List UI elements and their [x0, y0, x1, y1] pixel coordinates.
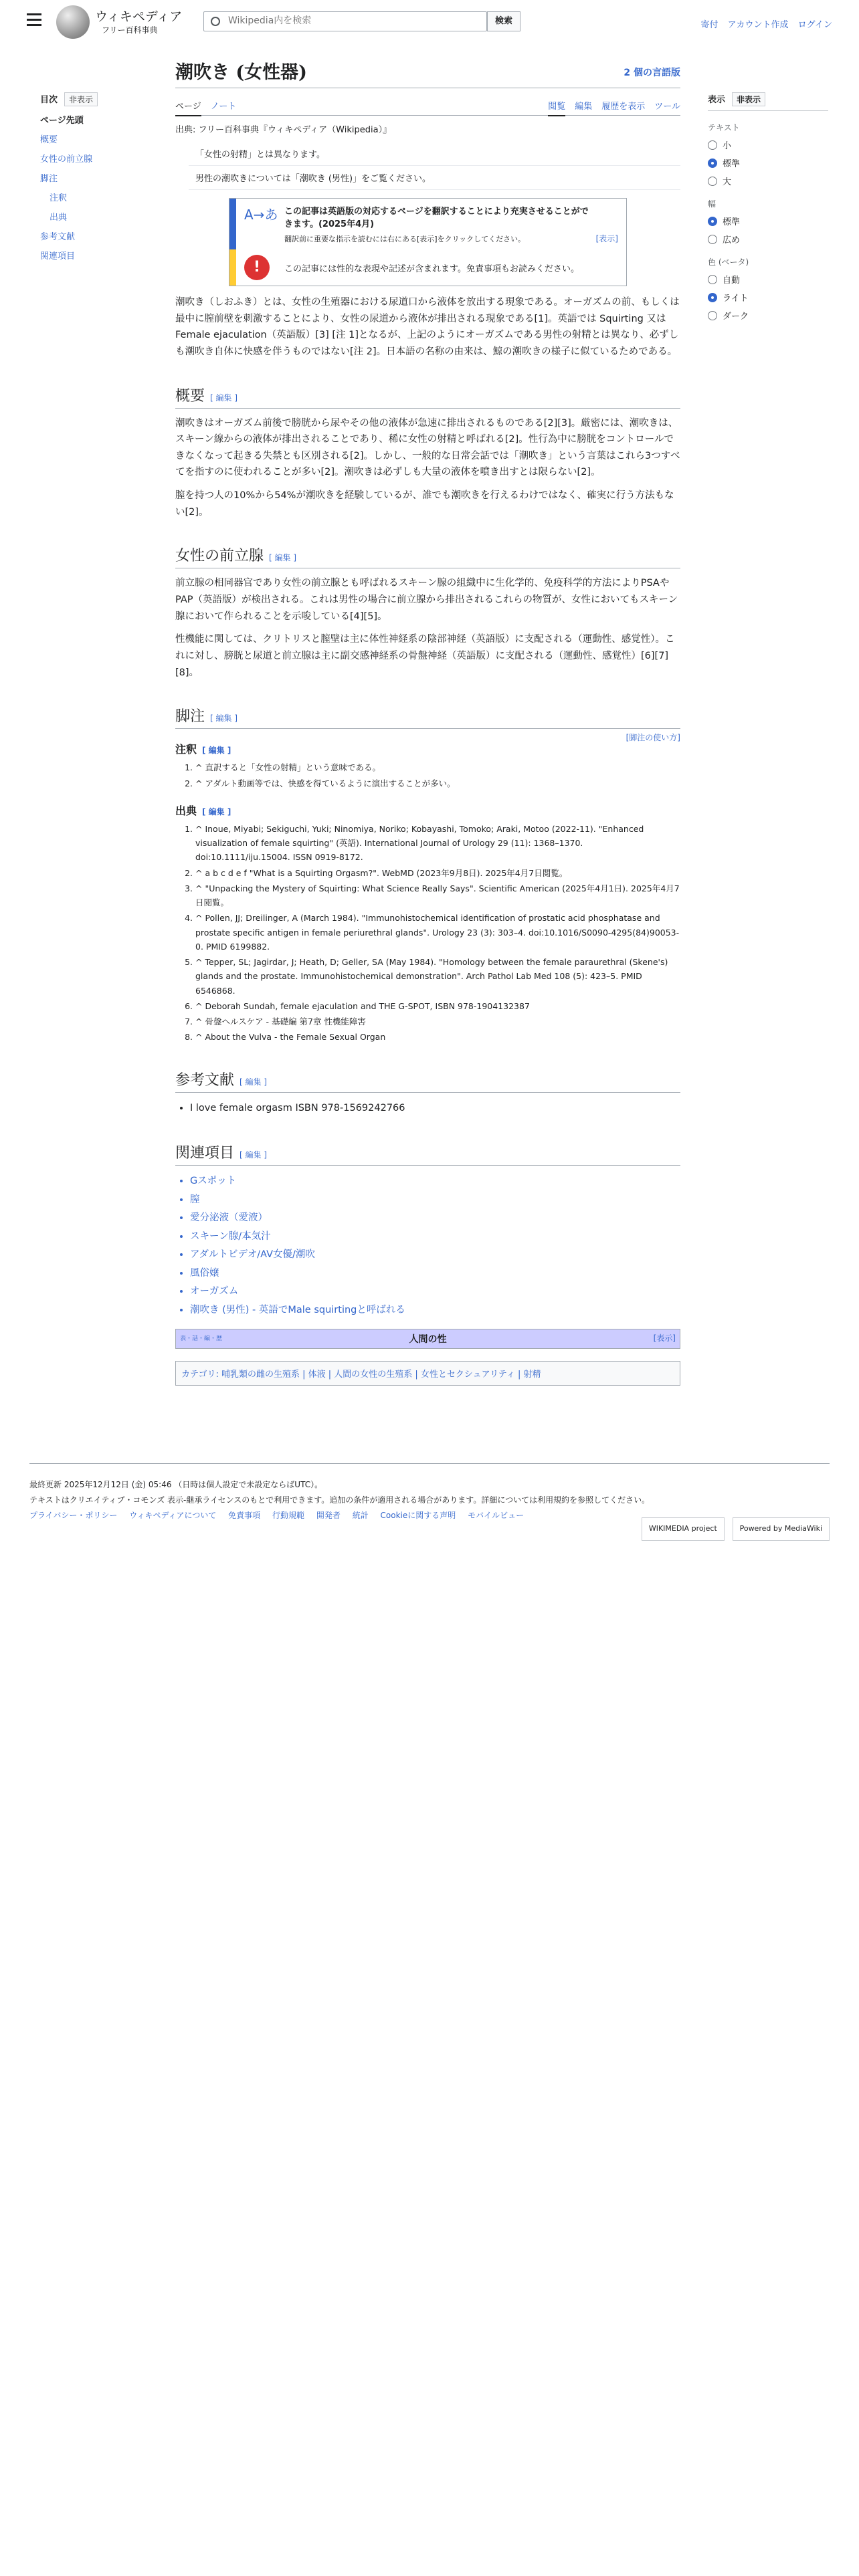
- radio-light[interactable]: ライト: [708, 291, 828, 304]
- tab-history[interactable]: 履歴を表示: [601, 102, 646, 112]
- language-button[interactable]: 2 個の言語版: [624, 68, 680, 78]
- footer-link[interactable]: Cookieに関する声明: [380, 1510, 456, 1520]
- edit-link[interactable]: [ 編集 ]: [202, 807, 231, 817]
- login-link[interactable]: ログイン: [797, 20, 832, 30]
- navbox-show[interactable]: [表示]: [653, 1333, 676, 1344]
- search-box[interactable]: [203, 11, 487, 31]
- edit-link[interactable]: [ 編集 ]: [240, 1077, 268, 1087]
- source-line: 出典: フリー百科事典『ウィキペディア（Wikipedia）』: [175, 125, 392, 135]
- footer-link[interactable]: モバイルビュー: [468, 1510, 524, 1520]
- edit-link[interactable]: [ 編集 ]: [202, 746, 231, 756]
- translate-icon: A→あ: [244, 207, 278, 223]
- intro-paragraph: 潮吹き（しおふき）とは、女性の生殖器における尿道口から液体を放出する現象である。オーガズムの前、もしくは最中に膣前壁を刺激することにより、女性の尿道から液体が排出される現象である[1]。英語では Squirting 又はFemale ejaculation（英語版）[3] [注 1]となるが、上記のようにオーガズムである男性の射精とは異なり、必ずしも潮吹き自体に快感を伴うものではない[注 2]。日本語の名称の由来は、鯨の潮吹きの様子に似ているためである。: [175, 297, 680, 357]
- search-icon: [211, 17, 220, 26]
- overview-p2: 膣を持つ人の10%から54%が潮吹きを経験しているが、誰でも潮吹きを行えるわけではなく、確実に行う方法もない[2]。: [175, 490, 674, 518]
- show-button[interactable]: [表示]: [595, 234, 618, 243]
- translation-notice: この記事は英語版の対応するページを翻訳することにより充実させることができます。(2025年4月): [284, 207, 589, 229]
- radio-small[interactable]: 小: [708, 138, 828, 151]
- edit-link[interactable]: [ 編集 ]: [210, 714, 238, 724]
- prostate-p1: 前立腺の相同器官であり女性の前立腺とも呼ばれるスキーン腺の組織中に生化学的、免疫科学的方法によりPSAやPAP（英語版）が検出される。これは男性の場合に前立腺から排出されるこれらの物質が、女性においてもスキーン腺において作られることを示唆している[4][5]。: [175, 578, 678, 622]
- section-overview: 概要 [ 編集 ]: [175, 385, 680, 409]
- section-prostate: 女性の前立腺 [ 編集 ]: [175, 544, 680, 568]
- hatnote-2: 男性の潮吹きについては「潮吹き (男性)」をご覧ください。: [189, 166, 680, 190]
- list-item: 3. ^ "Unpacking the Mystery of Squirting: What Science Really Says". Scientific American (2025年4月1日). 2025年4月7日閲覧。: [195, 881, 680, 910]
- footer-link[interactable]: プライバシー・ポリシー: [29, 1510, 118, 1520]
- page-title: 潮吹き (女性器): [175, 58, 680, 88]
- menu-icon[interactable]: [27, 13, 41, 27]
- list-item[interactable]: • 潮吹き (男性) - 英語でMale squirtingと呼ばれる: [190, 1301, 680, 1320]
- footer-link[interactable]: 開発者: [316, 1510, 341, 1520]
- color-heading: 色 (ベータ): [708, 257, 749, 267]
- create-account-link[interactable]: アカウント作成: [727, 20, 789, 30]
- appearance-panel: [708, 92, 828, 327]
- edit-link[interactable]: [ 編集 ]: [210, 393, 238, 403]
- list-item: 2. ^ a b c d e f "What is a Squirting Orgasm?". WebMD (2023年9月8日). 2025年4月7日閲覧。: [195, 866, 680, 880]
- logo-subtitle: フリー百科事典: [102, 25, 158, 35]
- list-item[interactable]: • オーガズム: [190, 1283, 680, 1301]
- list-item[interactable]: • 膣: [190, 1191, 680, 1210]
- toc-item-bibliography[interactable]: 参考文献: [40, 232, 76, 242]
- page-tabs: [175, 95, 680, 116]
- top-links: [694, 17, 832, 30]
- last-modified: 最終更新 2025年12月12日 (金) 05:46 （日時は個人設定で未設定ならばUTC）。: [29, 1480, 323, 1489]
- tab-talk[interactable]: ノート: [210, 102, 237, 112]
- overview-p1: 潮吹きはオーガズム前後で膀胱から尿やその他の液体が急速に排出されるものである[2][3]。厳密には、潮吹きは、スキーン線からの液体が排出されることであり、稀に女性の射精と呼ばれる[2]。性行為中に膀胱をコントロールできなくなって起きる失禁とも区別される[2]。しかし、一般的な日常会話では「潮吹き」という言葉はこれら3つすべてを指すのに使われることが多い[2]。潮吹きは必ずしも大量の液体を噴き出すとは限らない[2]。: [175, 417, 680, 478]
- license-text: テキストはクリエイティブ・コモンズ 表示-継承ライセンスのもとで利用できます。追加の条件が適用される場合があります。詳細については利用規約を参照してください。: [29, 1495, 650, 1505]
- list-item[interactable]: • スキーン腺/本気汁: [190, 1228, 680, 1247]
- text-size-heading: テキスト: [708, 123, 740, 132]
- donate-link[interactable]: 寄付: [700, 20, 719, 30]
- list-item: 1. ^ 直訳すると「女性の射精」という意味である。: [195, 760, 680, 774]
- mediawiki-badge[interactable]: Powered by MediaWiki: [733, 1517, 830, 1541]
- toc-item-prostate[interactable]: 女性の前立腺: [40, 154, 93, 165]
- toc-title: 目次: [40, 95, 58, 105]
- list-item[interactable]: • Gスポット: [190, 1172, 680, 1191]
- footer-link[interactable]: 免責事項: [228, 1510, 261, 1520]
- tab-edit[interactable]: 編集: [575, 102, 593, 112]
- appearance-hide-button[interactable]: 非表示: [732, 92, 765, 106]
- section-footnotes: 脚注 [ 編集 ]: [175, 705, 680, 729]
- translation-sub: 翻訳前に重要な指示を読むには右にある[表示]をクリックしてください。: [284, 235, 526, 243]
- footer-link[interactable]: ウィキペディアについて: [129, 1510, 217, 1520]
- notes-list: [195, 760, 680, 790]
- navbox: [175, 1329, 680, 1349]
- footer-badges: [636, 1517, 830, 1541]
- width-heading: 幅: [708, 199, 717, 209]
- list-item: 2. ^ アダルト動画等では、快感を得ているように演出することが多い。: [195, 776, 680, 790]
- prostate-p2: 性機能に関しては、クリトリスと膣壁は主に体性神経系の陰部神経（英語版）に支配される（運動性、感覚性）。これに対し、膀胱と尿道と前立腺は主に副交感神経系の骨盤神経（英語版）に支配される（運動性、感覚性）[6][7][8]。: [175, 634, 675, 678]
- footer-link[interactable]: 行動規範: [272, 1510, 305, 1520]
- tab-tools[interactable]: ツール: [654, 102, 680, 112]
- section-sources: 出典 [ 編集 ]: [175, 804, 231, 817]
- wikipedia-logo-icon[interactable]: [56, 5, 90, 39]
- appearance-title: 表示: [708, 95, 726, 105]
- warning-icon: !: [244, 255, 270, 280]
- list-item: 8. ^ About the Vulva - the Female Sexual Organ: [195, 1030, 680, 1044]
- navbox-title[interactable]: 人間の性: [409, 1334, 447, 1346]
- hatnote-1: 「女性の射精」とは異なります。: [189, 142, 680, 166]
- radio-width-standard[interactable]: 標準: [708, 215, 828, 227]
- table-of-contents: [40, 92, 140, 261]
- tab-read[interactable]: 閲覧: [548, 102, 565, 116]
- edit-link[interactable]: [ 編集 ]: [240, 1150, 268, 1160]
- tab-page[interactable]: ページ: [175, 102, 201, 116]
- list-item: 7. ^ 骨盤ヘルスケア - 基礎編 第7章 性機能障害: [195, 1014, 680, 1029]
- list-item: 4. ^ Pollen, JJ; Dreilinger, A (March 1984). "Immunohistochemical identification of prostatic acid phosphatase and prostate specific antigen in female periurethral glands". Urology 23 (3): 303–4. doi:10.1016/S0090-4295(84)90053-0. PMID 6199882.: [195, 911, 680, 954]
- references-list: [195, 822, 680, 1045]
- list-item[interactable]: • 愛分泌液（愛液）: [190, 1209, 680, 1228]
- category-links[interactable]: カテゴリ: 哺乳類の雌の生殖系 | 体液 | 人間の女性の生殖系 | 女性とセクシュアリティ | 射精: [181, 1370, 541, 1380]
- toc-hide-button[interactable]: 非表示: [64, 92, 98, 106]
- related-list: [190, 1172, 680, 1319]
- toc-item-overview[interactable]: 概要: [40, 135, 58, 145]
- notice-box: [229, 198, 627, 286]
- bibliography-list: [190, 1099, 680, 1118]
- navbox-vte[interactable]: 表・話・編・歴: [180, 1335, 223, 1343]
- radio-auto[interactable]: 自動: [708, 273, 828, 286]
- search-button[interactable]: 検索: [487, 11, 520, 31]
- list-item: • I love female orgasm ISBN 978-1569242766: [190, 1099, 680, 1118]
- section-bibliography: 参考文献 [ 編集 ]: [175, 1069, 680, 1093]
- sexual-content-notice: この記事には性的な表現や記述が含まれます。免責事項もお読みください。: [284, 263, 579, 274]
- toc-item-notes[interactable]: 注釈: [50, 193, 68, 203]
- radio-standard[interactable]: 標準: [708, 156, 828, 169]
- toc-item-related[interactable]: 関連項目: [40, 251, 76, 261]
- toc-item-sources[interactable]: 出典: [50, 213, 68, 223]
- footnote-usage-link[interactable]: [脚注の使い方]: [626, 733, 680, 743]
- site-header: [0, 0, 859, 44]
- edit-link[interactable]: [ 編集 ]: [269, 553, 297, 563]
- toc-item-top[interactable]: ページ先頭: [40, 116, 84, 126]
- list-item: 1. ^ Inoue, Miyabi; Sekiguchi, Yuki; Ninomiya, Noriko; Kobayashi, Tomoko; Araki, Motoo (2022-11). "Enhanced visualization of female squirting" (英語). International Journal of Urology 29 (11): 1368–1370. doi:10.1111/iju.15004. ISSN 0919-8172.: [195, 822, 680, 865]
- wikimedia-badge[interactable]: WIKIMEDIA project: [642, 1517, 725, 1541]
- footer: [29, 1463, 830, 1533]
- categories: [175, 1361, 680, 1386]
- section-notes: 注釈 [ 編集 ]: [175, 743, 231, 756]
- radio-width-wide[interactable]: 広め: [708, 233, 828, 245]
- toc-item-footnotes[interactable]: 脚注: [40, 174, 58, 184]
- search-input[interactable]: [227, 15, 477, 27]
- radio-dark[interactable]: ダーク: [708, 309, 828, 322]
- article: [175, 58, 680, 1386]
- list-item: 5. ^ Tepper, SL; Jagirdar, J; Heath, D; Geller, SA (May 1984). "Homology between the female paraurethral (Skene's) glands and the prostate. Immunohistochemical demonstration". Arch Pathol Lab Med 108 (5): 423–5. PMID 6546868.: [195, 955, 680, 998]
- footer-link[interactable]: 統計: [352, 1510, 369, 1520]
- logo-title[interactable]: ウィキペディア: [95, 9, 183, 24]
- list-item: 6. ^ Deborah Sundah, female ejaculation and THE G-SPOT, ISBN 978-1904132387: [195, 999, 680, 1013]
- section-related: 関連項目 [ 編集 ]: [175, 1142, 680, 1166]
- list-item[interactable]: • 風俗嬢: [190, 1265, 680, 1283]
- list-item[interactable]: • アダルトビデオ/AV女優/潮吹: [190, 1246, 680, 1265]
- radio-large[interactable]: 大: [708, 175, 828, 187]
